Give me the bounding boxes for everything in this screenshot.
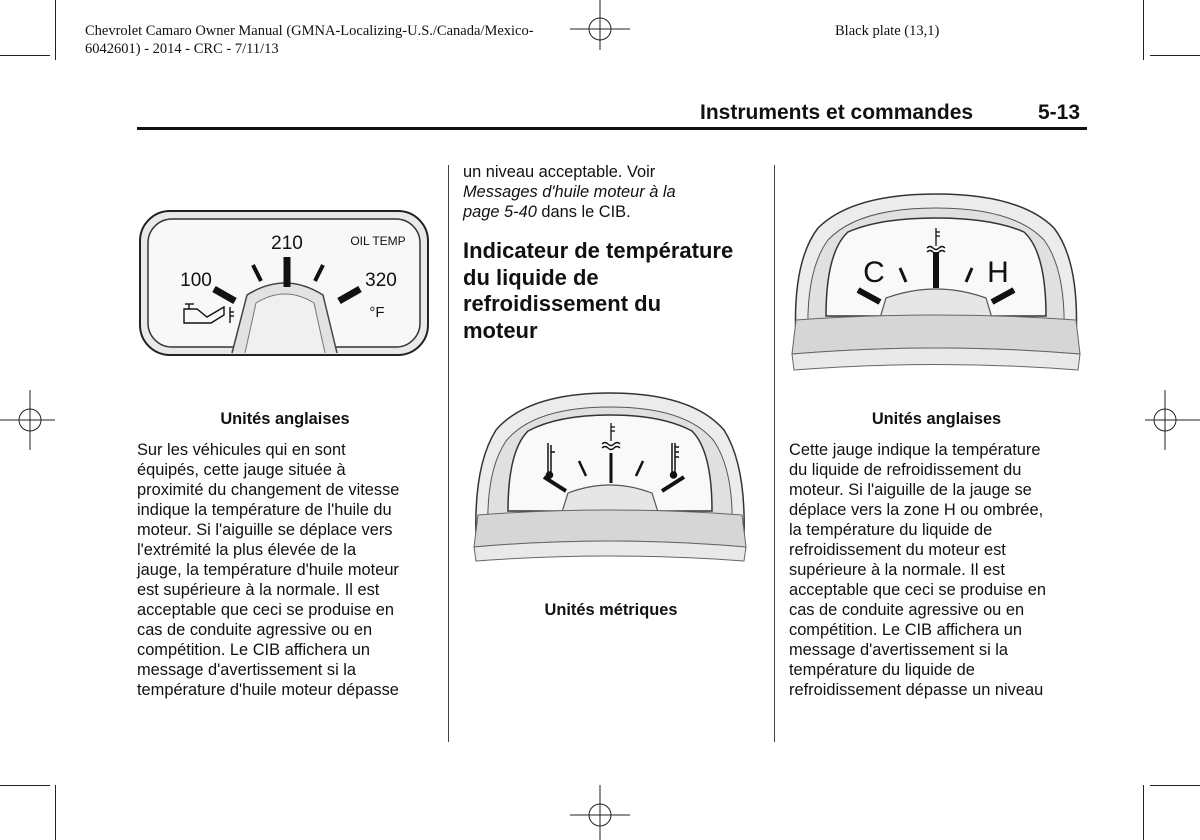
header-rule bbox=[137, 127, 1087, 130]
text-line: température du liquide de bbox=[789, 661, 975, 679]
coolant-gauge-metric-illustration bbox=[468, 385, 752, 570]
cross-reference: Messages d'huile moteur à la bbox=[463, 183, 676, 201]
text-line bbox=[463, 202, 763, 222]
text-line: du liquide de refroidissement du bbox=[789, 461, 1022, 479]
text-line: message d'avertissement si la bbox=[789, 641, 1009, 659]
text-line: Sur les véhicules qui en sont bbox=[137, 441, 346, 459]
text-line: acceptable que ceci se produise en bbox=[137, 601, 394, 619]
coolant-paragraph bbox=[789, 440, 1089, 700]
coolant-section-heading bbox=[463, 238, 768, 344]
manual-info-line1: Chevrolet Camaro Owner Manual (GMNA-Localizing-U.S./Canada/Mexico- bbox=[85, 23, 534, 39]
heading-line: moteur bbox=[463, 317, 538, 343]
heading-line: Indicateur de température bbox=[463, 238, 734, 263]
registration-mark bbox=[0, 390, 60, 450]
text-line: refroidissement dépasse un niveau bbox=[789, 681, 1044, 699]
text-line: compétition. Le CIB affichera un bbox=[137, 641, 370, 659]
text-line: supérieure à la normale. Il est bbox=[789, 561, 1005, 579]
manual-info-line2: 6042601) - 2014 - CRC - 7/11/13 bbox=[85, 41, 279, 57]
crop-mark bbox=[55, 0, 56, 60]
text-line: la température du liquide de bbox=[789, 521, 993, 539]
english-coolant-caption: Unités anglaises bbox=[871, 410, 1002, 428]
oil-temp-paragraph-continued bbox=[463, 162, 763, 222]
gauge-label-100: 100 bbox=[180, 270, 212, 291]
registration-mark bbox=[570, 0, 630, 50]
text-line: est supérieure à la normale. Il est bbox=[137, 581, 380, 599]
plate-label: Black plate (13,1) bbox=[835, 23, 940, 39]
gauge-label-unit: °F bbox=[369, 304, 385, 321]
text-line: déplace vers la zone H ou ombrée, bbox=[789, 501, 1044, 519]
heading-line: refroidissement du bbox=[463, 291, 662, 316]
crop-mark bbox=[1143, 0, 1144, 60]
column-divider bbox=[774, 165, 775, 742]
text-line: équipés, cette jauge située à bbox=[137, 461, 346, 479]
text-line: refroidissement du moteur est bbox=[789, 541, 1006, 559]
crop-mark bbox=[0, 55, 50, 56]
text-line: proximité du changement de vitesse bbox=[137, 481, 400, 499]
gauge-label-cold: C bbox=[863, 256, 885, 289]
crop-mark bbox=[55, 785, 56, 840]
text-line: cas de conduite agressive ou en bbox=[789, 601, 1025, 619]
text-line: acceptable que ceci se produise en bbox=[789, 581, 1046, 599]
gauge-label-hot: H bbox=[987, 256, 1009, 289]
section-title: Instruments et commandes bbox=[700, 101, 974, 124]
crop-mark bbox=[1143, 785, 1144, 840]
oil-temp-gauge-illustration bbox=[137, 205, 433, 365]
coolant-gauge-english-illustration bbox=[788, 192, 1085, 382]
text-line: message d'avertissement si la bbox=[137, 661, 357, 679]
page-number: 5-13 bbox=[1038, 101, 1081, 124]
manual-info bbox=[85, 22, 534, 58]
crop-mark bbox=[0, 785, 50, 786]
crop-mark bbox=[1150, 55, 1200, 56]
heading-line: du liquide de bbox=[463, 264, 599, 290]
oil-gauge-caption: Unités anglaises bbox=[220, 410, 350, 428]
text-line: cas de conduite agressive ou en bbox=[137, 621, 373, 639]
text-line: moteur. Si l'aiguille se déplace vers bbox=[137, 521, 393, 539]
text-line: l'extrémité la plus élevée de la bbox=[137, 541, 357, 559]
gauge-label-210: 210 bbox=[271, 233, 303, 254]
text-fragment: dans le CIB. bbox=[536, 203, 631, 221]
registration-mark bbox=[1145, 390, 1200, 450]
registration-mark bbox=[570, 785, 630, 840]
gauge-label-320: 320 bbox=[365, 270, 397, 291]
cross-reference-page: page 5-40 bbox=[463, 203, 537, 221]
text-line: température d'huile moteur dépasse bbox=[137, 681, 399, 699]
text-line: jauge, la température d'huile moteur bbox=[137, 561, 399, 579]
text-line: compétition. Le CIB affichera un bbox=[789, 621, 1022, 639]
gauge-label-oil-temp: OIL TEMP bbox=[350, 234, 406, 248]
column-divider bbox=[448, 165, 449, 742]
metric-gauge-caption: Unités métriques bbox=[544, 601, 678, 619]
crop-mark bbox=[1150, 785, 1200, 786]
oil-temp-paragraph bbox=[137, 440, 437, 700]
text-line: un niveau acceptable. Voir bbox=[463, 163, 656, 181]
text-line: moteur. Si l'aiguille de la jauge se bbox=[789, 481, 1032, 499]
text-line: Cette jauge indique la température bbox=[789, 441, 1041, 459]
text-line: indique la température de l'huile du bbox=[137, 501, 392, 519]
